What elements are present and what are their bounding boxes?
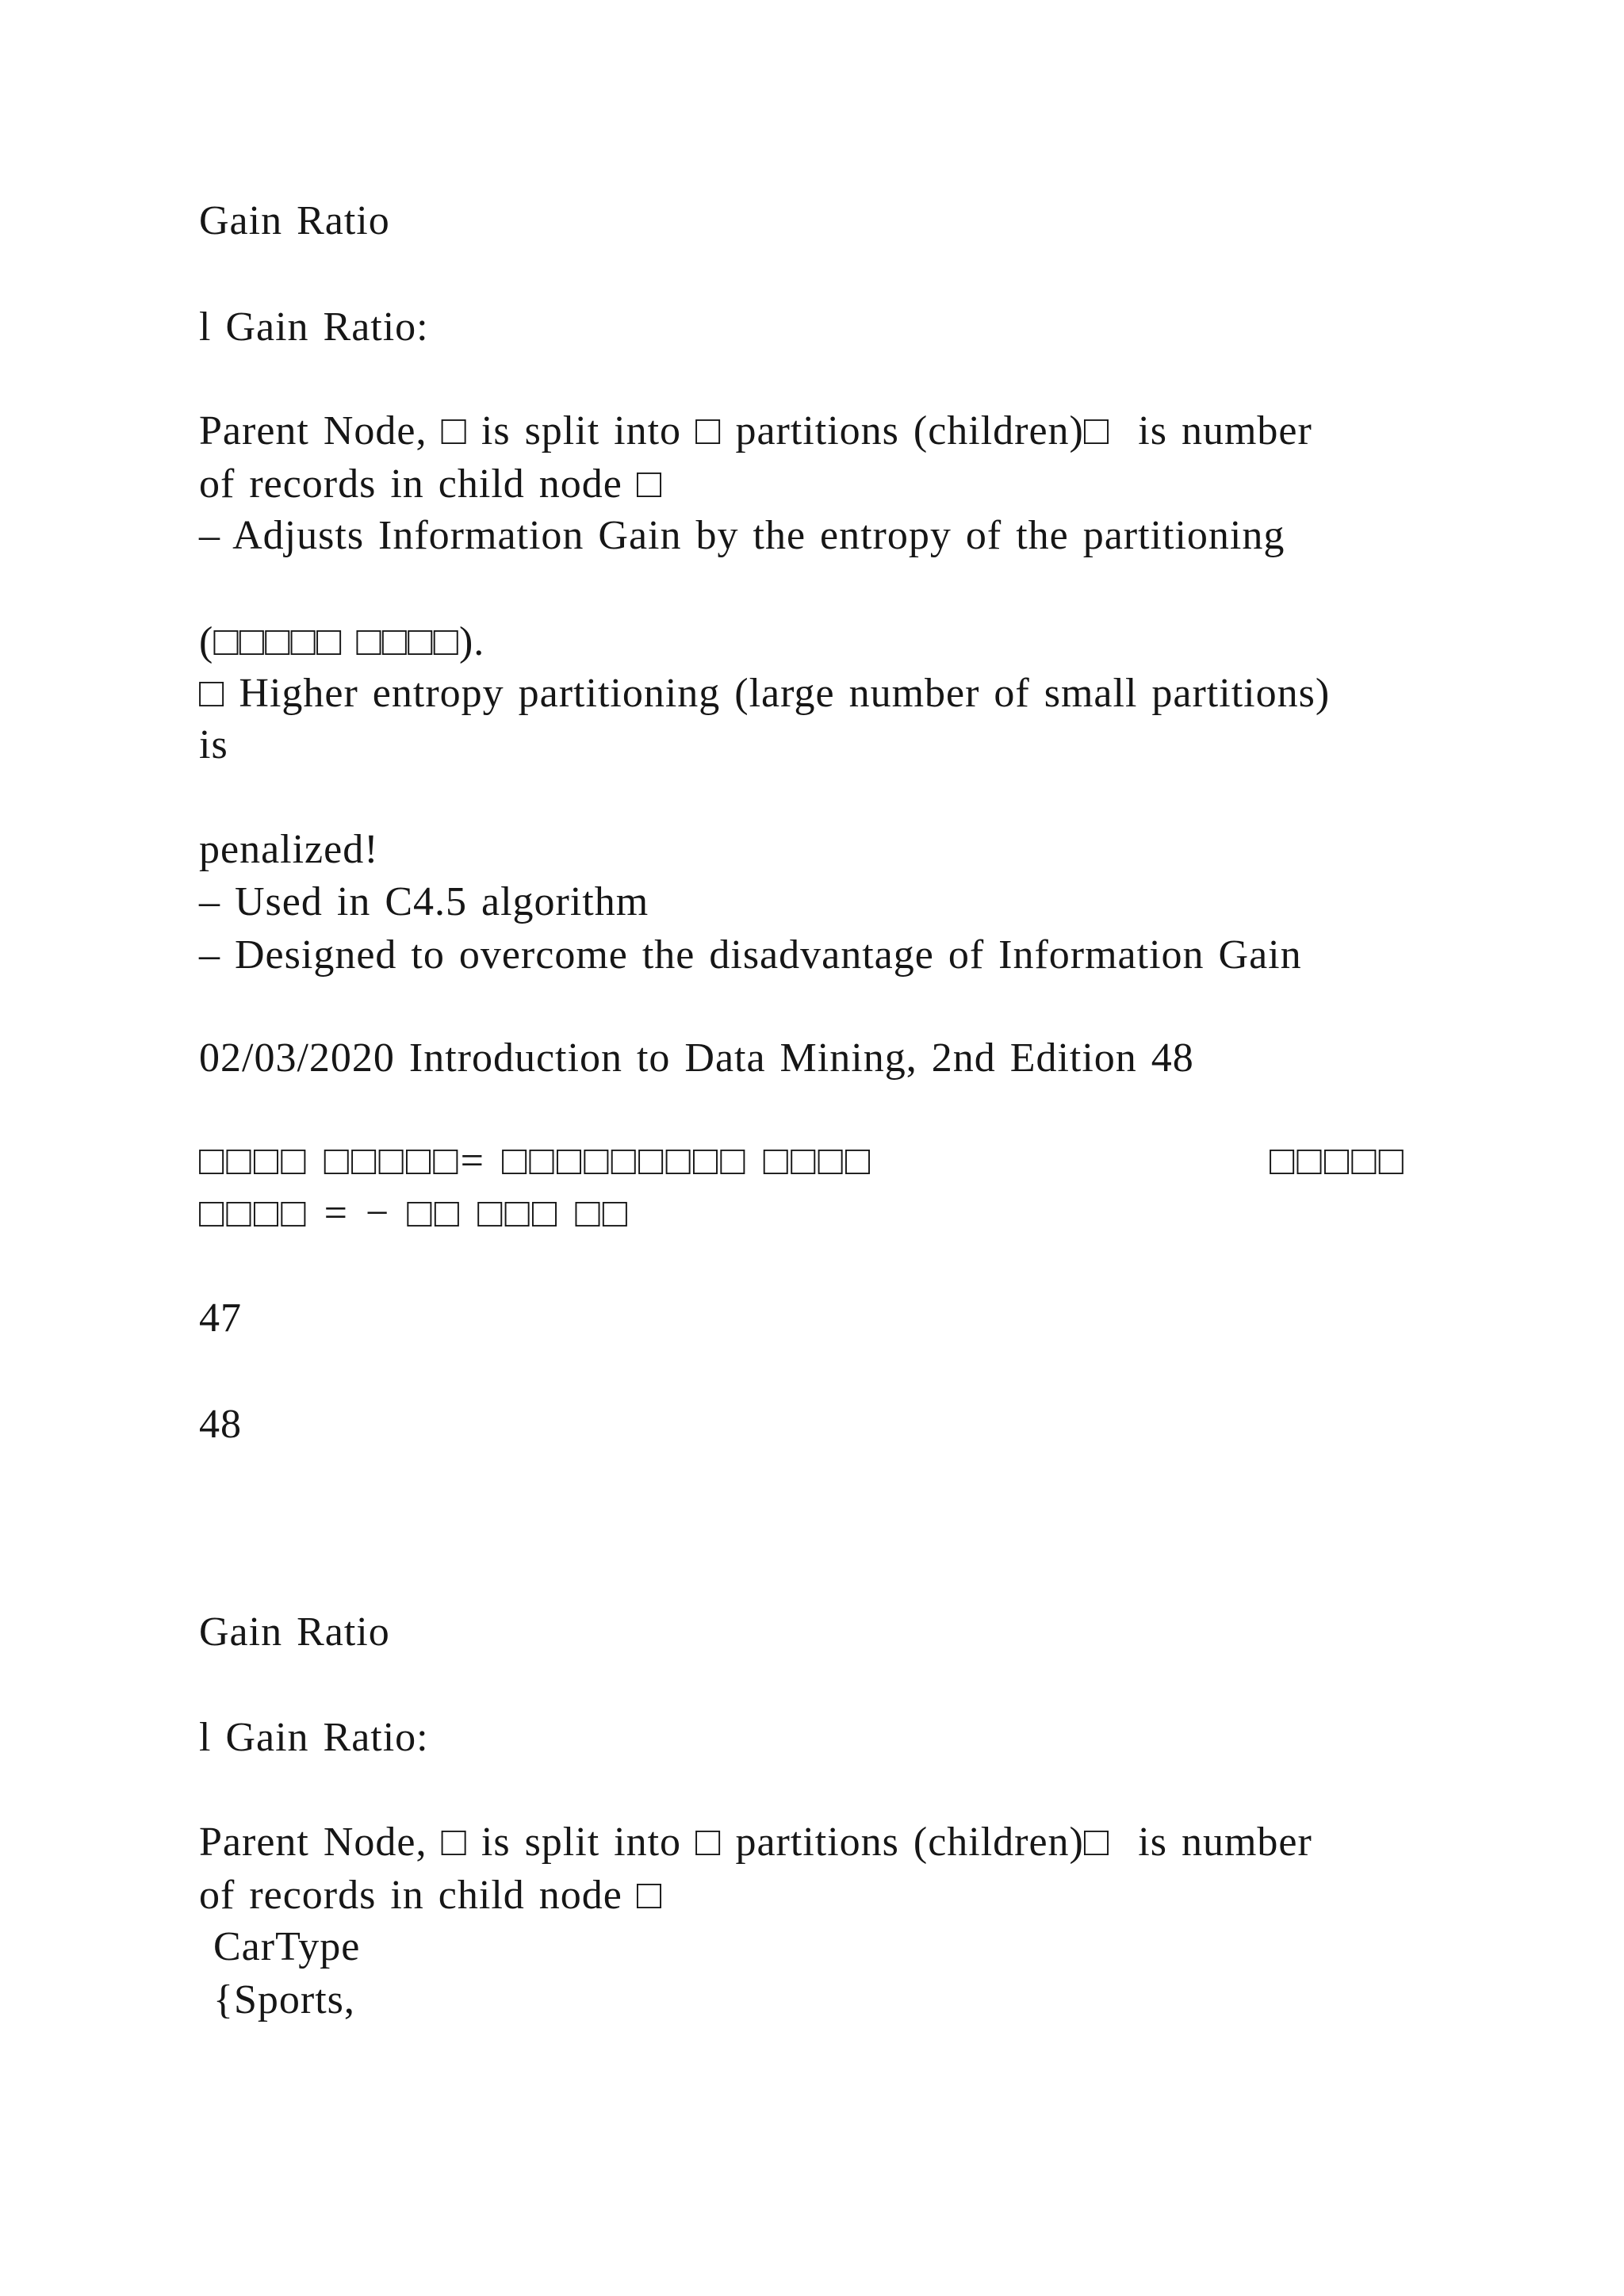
bullet-heading: l Gain Ratio: bbox=[199, 1715, 429, 1760]
bullet-heading: l Gain Ratio: bbox=[199, 304, 429, 350]
page-number: 47 bbox=[199, 1295, 242, 1341]
section-title: Gain Ratio bbox=[199, 1609, 390, 1655]
text-line: – Used in C4.5 algorithm bbox=[199, 879, 649, 924]
text-line: – Adjusts Information Gain by the entropy of the partitioning bbox=[199, 513, 1285, 558]
text-line: of records in child node □ bbox=[199, 1873, 663, 1918]
section-title: Gain Ratio bbox=[199, 198, 390, 243]
text-line: □ Higher entropy partitioning (large number of small partitions) bbox=[199, 671, 1331, 716]
text-line: penalized! bbox=[199, 827, 379, 872]
text-line: is bbox=[199, 722, 228, 767]
formula-text: (□□□□□ □□□□). bbox=[199, 619, 485, 664]
page-number: 48 bbox=[199, 1402, 242, 1447]
text-line: {Sports, bbox=[199, 1977, 355, 2022]
formula-line: □□□□□ bbox=[1270, 1138, 1407, 1184]
text-line: CarType bbox=[199, 1924, 361, 1969]
formula-line: □□□□ □□□□□= □□□□□□□□□ □□□□ bbox=[199, 1138, 873, 1184]
footer-line: 02/03/2020 Introduction to Data Mining, 2nd Edition 48 bbox=[199, 1035, 1194, 1081]
formula-line: □□□□ = − □□ □□□ □□ bbox=[199, 1191, 630, 1236]
text-line: Parent Node, □ is split into □ partitions (children)□ is number bbox=[199, 408, 1312, 453]
text-line: Parent Node, □ is split into □ partitions (children)□ is number bbox=[199, 1820, 1312, 1865]
text-line: of records in child node □ bbox=[199, 461, 663, 507]
text-line: – Designed to overcome the disadvantage of Information Gain bbox=[199, 932, 1302, 978]
